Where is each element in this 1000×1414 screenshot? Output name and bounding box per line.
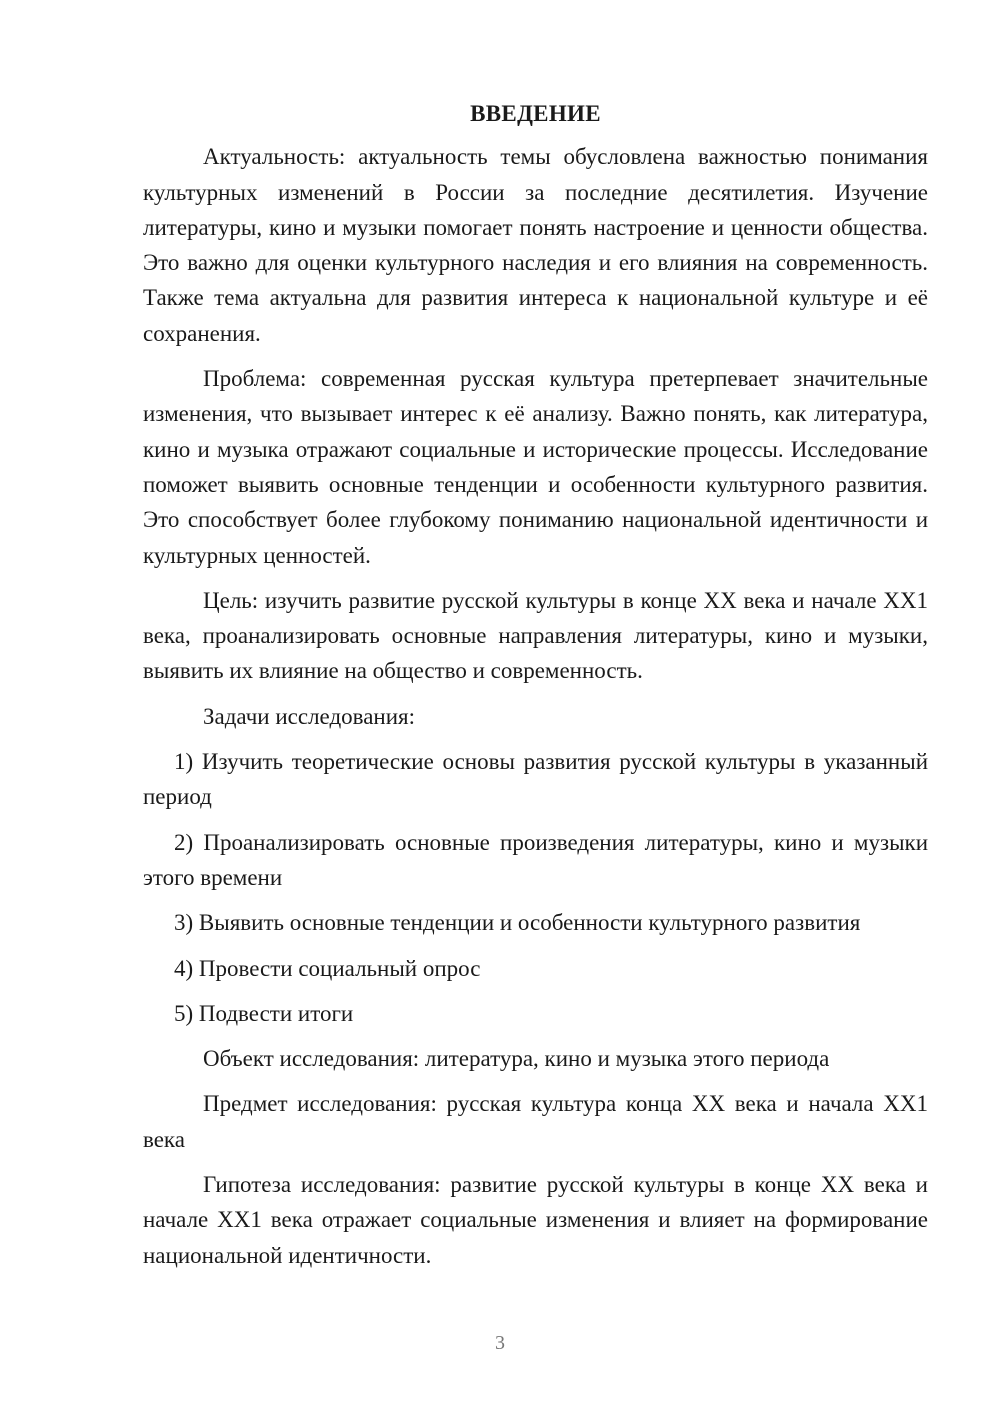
subject-paragraph: Предмет исследования: русская культура конца XX века и начала XX1 века bbox=[143, 1091, 928, 1152]
tasks-heading: Задачи исследования: bbox=[203, 703, 416, 729]
page-content bbox=[143, 96, 928, 1273]
page-number: 3 bbox=[495, 1332, 505, 1354]
task-item-5: 5) Подвести итоги bbox=[174, 1000, 354, 1026]
task-item-2: 2) Проанализировать основные произведения литературы, кино и музыки этого времени bbox=[143, 829, 928, 890]
object-paragraph: Объект исследования: литература, кино и музыка этого периода bbox=[203, 1046, 830, 1072]
goal-paragraph: Цель: изучить развитие русской культуры в конце XX века и начале XX1 века, проанализировать основные направления литературы, кино и музыки, выявить их влияние на общество и современность. bbox=[143, 587, 928, 684]
problem-paragraph: Проблема: современная русская культура претерпевает значительные изменения, что вызывает интерес к её анализу. Важно понять, как литература, кино и музыка отражают социальные и исторические процессы. Исследование поможет выявить основные тенденции и особенности культурного развития. Это способствует более глубокому пониманию национальной идентичности и культурных ценностей. bbox=[143, 366, 928, 568]
task-item-1: 1) Изучить теоретические основы развития русской культуры в указанный период bbox=[143, 749, 928, 810]
hypothesis-paragraph: Гипотеза исследования: развитие русской культуры в конце XX века и начале XX1 века отражает социальные изменения и влияет на формирование национальной идентичности. bbox=[143, 1172, 928, 1268]
task-item-4: 4) Провести социальный опрос bbox=[174, 955, 481, 981]
page-title: ВВЕДЕНИЕ bbox=[470, 101, 601, 126]
relevance-paragraph: Актуальность: актуальность темы обусловлена важностью понимания культурных изменений в России за последние десятилетия. Изучение литературы, кино и музыки помогает понять настроение и ценности общества. Это важно для оценки культурного наследия и его влияния на современность. Также тема актуальна для развития интереса к национальной культуре и её сохранения. bbox=[143, 144, 928, 346]
task-item-3: 3) Выявить основные тенденции и особенности культурного развития bbox=[174, 910, 861, 936]
